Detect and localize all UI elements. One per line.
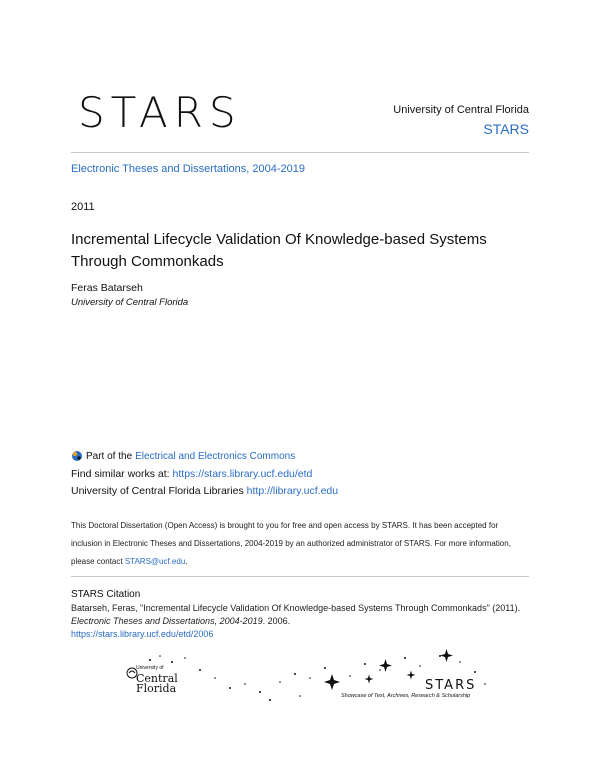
notice-end: .: [185, 557, 188, 566]
electrical-commons-link[interactable]: Electrical and Electronics Commons: [135, 450, 296, 462]
citation-block: [71, 602, 541, 641]
collection-link[interactable]: Electronic Theses and Dissertations, 2004-2019: [71, 163, 305, 175]
ucf-logo-line2: Florida: [136, 682, 177, 695]
stars-footer-logo: STARS: [425, 678, 477, 693]
year: 2011: [71, 201, 95, 213]
author-name: Feras Batarseh: [71, 282, 143, 294]
citation-heading: STARS Citation: [71, 589, 141, 600]
citation-text: Batarseh, Feras, "Incremental Lifecycle Validation Of Knowledge-based Systems Through Commonkads" (2011).: [71, 603, 521, 613]
author-affiliation: University of Central Florida: [71, 297, 189, 308]
libraries-prefix: University of Central Florida Libraries: [71, 485, 244, 497]
find-similar-link[interactable]: https://stars.library.ucf.edu/etd: [172, 468, 313, 480]
stars-footer-tagline: Showcase of Text, Archives, Research & Scholarship: [341, 693, 471, 699]
find-similar-line: [71, 468, 312, 480]
ucf-logo-line1: Central: [136, 672, 178, 685]
document-title: Incremental Lifecycle Validation Of Knowledge-based Systems Through Commonkads: [71, 231, 487, 270]
network-icon: [71, 450, 83, 462]
open-access-notice: [71, 517, 531, 571]
part-of-line: [71, 450, 295, 462]
contact-email-link[interactable]: STARS@ucf.edu: [124, 557, 186, 566]
libraries-link[interactable]: http://library.ucf.edu: [246, 485, 339, 497]
citation-url[interactable]: https://stars.library.ucf.edu/etd/2006: [71, 629, 214, 639]
find-similar-prefix: Find similar works at:: [71, 468, 170, 480]
stars-logo: STARS: [78, 88, 242, 137]
citation-number: . 2006.: [262, 616, 291, 626]
ucf-logo-small: University of: [136, 665, 164, 671]
stars-link[interactable]: STARS: [483, 121, 529, 137]
libraries-line: [71, 485, 338, 497]
header-divider: [71, 152, 529, 153]
notice-text: This Doctoral Dissertation (Open Access) is brought to you for free and open access by STARS. It has been accepted for inclusion in Electronic Theses and Dissertations, 2004-2019 by an authorized administrator of STARS. For more information, please contact: [71, 521, 511, 566]
citation-journal: Electronic Theses and Dissertations, 2004-2019: [71, 616, 263, 626]
university-name: University of Central Florida: [393, 104, 529, 116]
citation-divider: [71, 576, 529, 577]
part-of-prefix: Part of the: [86, 450, 133, 462]
